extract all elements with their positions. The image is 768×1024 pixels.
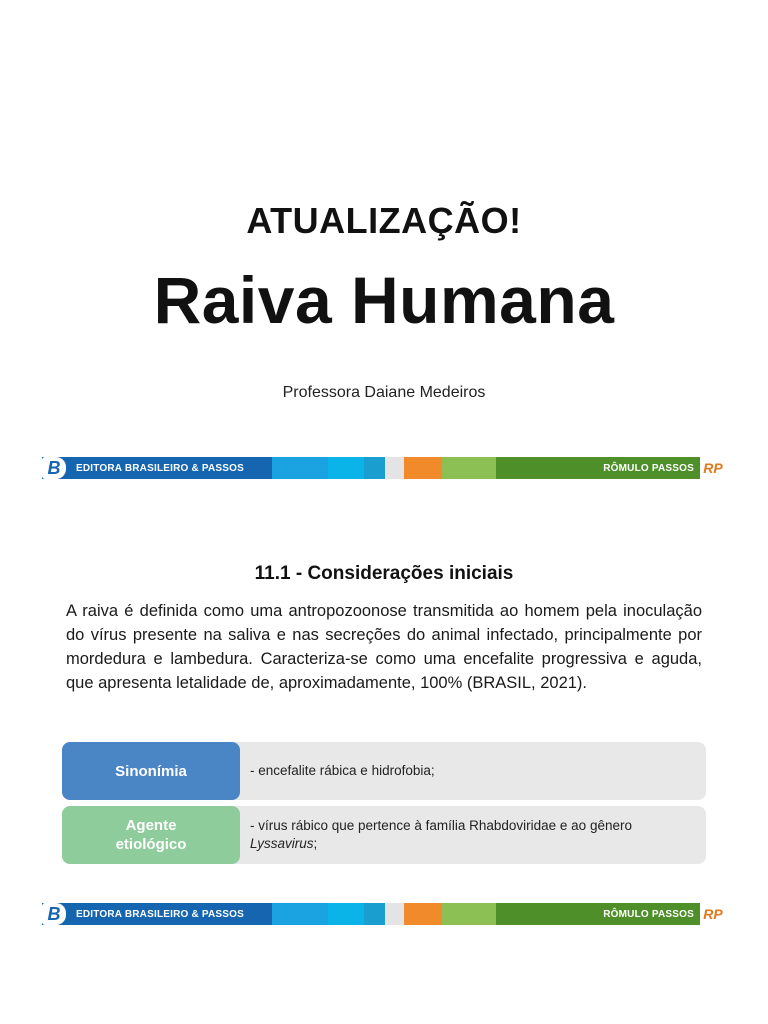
band-segment	[272, 903, 329, 925]
cover-slide	[0, 0, 768, 490]
editora-logo-icon: B	[42, 903, 66, 925]
info-row-sinonimia	[62, 742, 706, 800]
band-segment	[442, 457, 497, 479]
band-right-section	[496, 903, 726, 925]
romulo-logo-icon: RP	[700, 457, 726, 479]
band-segment	[364, 903, 385, 925]
editora-logo-icon: B	[42, 457, 66, 479]
cover-title: Raiva Humana	[153, 263, 615, 337]
band-left-section	[42, 457, 272, 479]
band-segment	[328, 903, 363, 925]
row-text-tail: ;	[313, 836, 318, 851]
band-segment	[272, 457, 329, 479]
romulo-name: RÔMULO PASSOS	[603, 908, 695, 920]
row-label-line: Agente	[125, 817, 177, 834]
row-text: - encefalite rábica e hidrofobia;	[250, 763, 435, 778]
band-segment	[385, 457, 404, 479]
editora-name: EDITORA BRASILEIRO & PASSOS	[76, 462, 245, 474]
cover-subtitle: ATUALIZAÇÃO!	[246, 200, 522, 241]
romulo-name: RÔMULO PASSOS	[603, 462, 695, 474]
intro-paragraph: A raiva é definida como uma antropozoonose transmitida ao homem pela inoculação do vírus presente na saliva e nas secreções do animal infectado, principalmente por mordedura e lambedura. Caracteriza-se como uma encefalite progressiva e aguda, que apresenta letalidade de, aproximadamente, 100% (BRASIL, 2021).	[66, 602, 702, 692]
cover-author: Professora Daiane Medeiros	[282, 384, 486, 401]
info-row-agente	[62, 806, 706, 864]
brand-band-top	[42, 457, 726, 479]
row-text-italic: Lyssavirus	[250, 836, 314, 851]
band-segment	[404, 457, 441, 479]
row-label-line: etiológico	[115, 836, 187, 853]
row-label: Sinonímia	[62, 742, 240, 800]
band-segment	[442, 903, 497, 925]
band-right-section	[496, 457, 726, 479]
romulo-logo-icon: RP	[700, 903, 726, 925]
section-title: 11.1 - Considerações iniciais	[254, 563, 514, 584]
row-text	[250, 806, 700, 864]
row-label	[62, 806, 240, 864]
band-left-section	[42, 903, 272, 925]
band-segment	[404, 903, 441, 925]
brand-band-bottom	[42, 903, 726, 925]
band-segment	[385, 903, 404, 925]
editora-name: EDITORA BRASILEIRO & PASSOS	[76, 908, 245, 920]
band-segment	[328, 457, 363, 479]
band-segment	[364, 457, 385, 479]
row-text-main: - vírus rábico que pertence à família Rhabdoviridae e ao gênero	[250, 818, 632, 833]
